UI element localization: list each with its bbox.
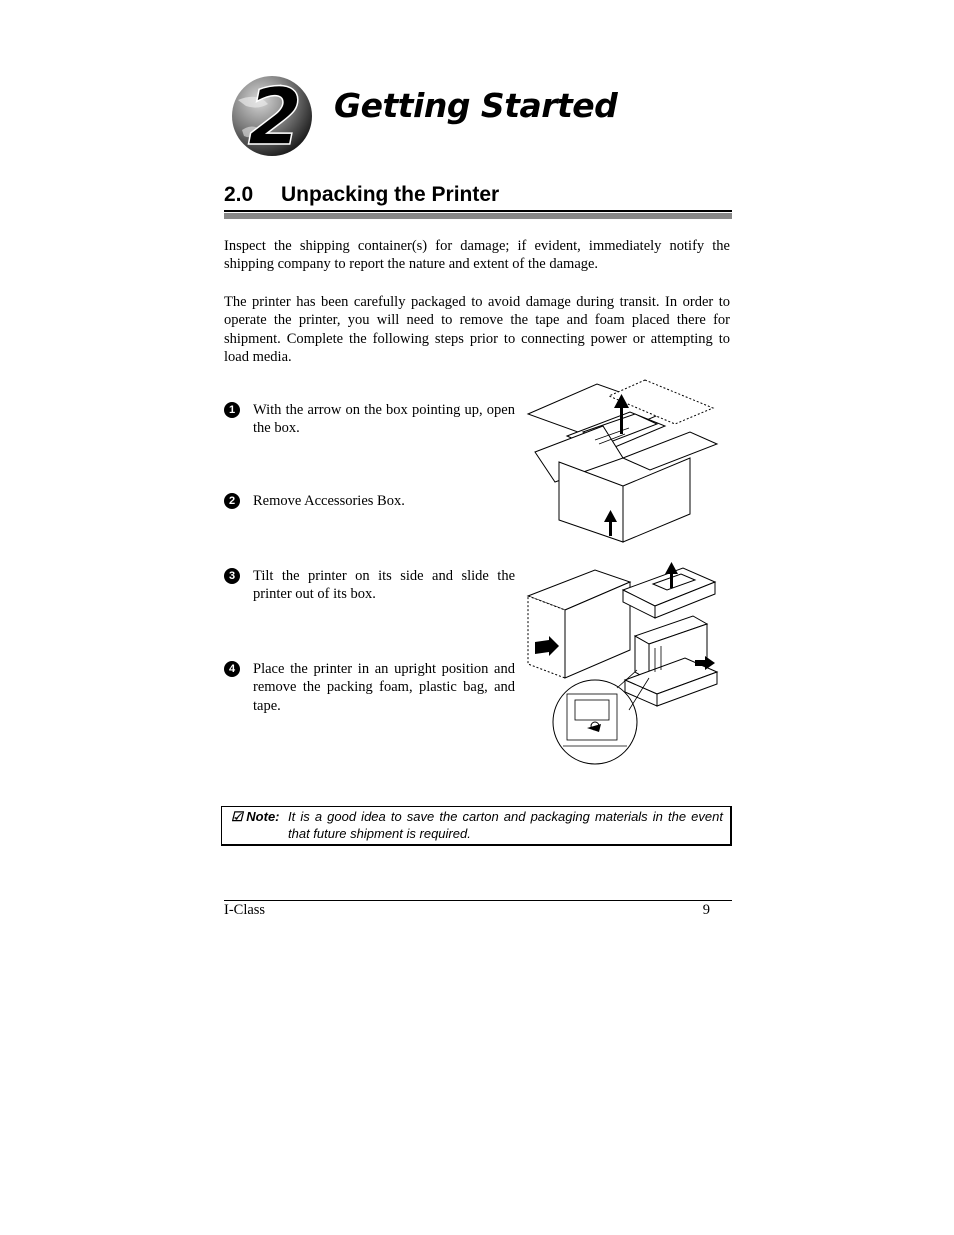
section-heading	[224, 183, 732, 207]
section-number: 2.0	[224, 183, 254, 206]
packaging-paragraph: The printer has been carefully packaged to avoid damage during transit. In order to operate the printer, you will need to remove the tape and foam placed there for shipment. Complete the following steps prior to connecting power or attempting to load media.	[224, 294, 730, 365]
note-box	[221, 806, 732, 846]
checkbox-icon: ☑	[231, 809, 243, 824]
step-bullet-1: 1	[224, 402, 240, 418]
svg-text:2: 2	[247, 73, 303, 158]
heading-rule-shadow	[224, 213, 732, 219]
note-label-text: Note:	[246, 809, 280, 824]
step-bullet-4: 4	[224, 661, 240, 677]
printer-removal-illustration	[525, 560, 725, 766]
heading-rule	[224, 210, 732, 212]
intro-paragraph: Inspect the shipping container(s) for damage; if evident, immediately notify the shipping company to report the nature and extent of the damage.	[224, 238, 730, 273]
section-title: Unpacking the Printer	[281, 183, 500, 206]
note-text: It is a good idea to save the carton and packaging materials in the event that future shipment is required.	[288, 809, 723, 841]
step-bullet-3: 3	[224, 568, 240, 584]
step-text-2: Remove Accessories Box.	[253, 493, 405, 509]
footer-rule	[224, 900, 732, 901]
note-label	[231, 808, 280, 825]
step-text-4: Place the printer in an upright position and remove the packing foam, plastic bag, and tape.	[253, 661, 515, 714]
step-text-1: With the arrow on the box pointing up, open the box.	[253, 402, 515, 437]
footer-product-name: I-Class	[224, 902, 266, 918]
footer-page-number: 9	[702, 902, 710, 918]
step-bullet-2: 2	[224, 493, 240, 509]
open-box-illustration	[525, 378, 725, 546]
chapter-number-badge-icon	[228, 70, 316, 158]
step-text-3: Tilt the printer on its side and slide the printer out of its box.	[253, 568, 515, 603]
chapter-title: Getting Started	[334, 86, 618, 125]
